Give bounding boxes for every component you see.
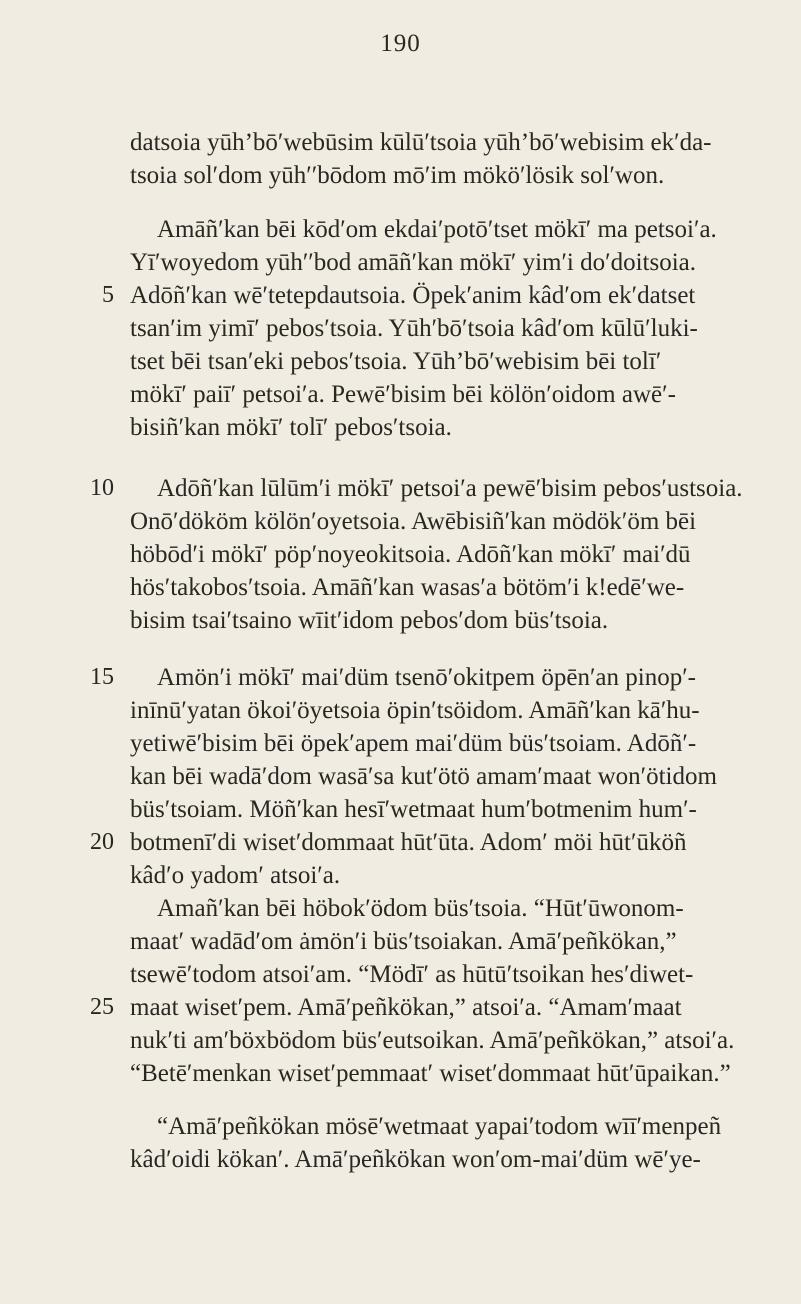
text-line: nuk′ti am′böxbödom büs′eutsoikan. Amā′peñkökan,” atsoi′a. (130, 1027, 735, 1054)
text-line: inīnū′yatan ökoi′öyetsoia öpin′tsöidom. Amāñ′kan kā′hu- (130, 697, 700, 724)
line-number: 25 (90, 994, 114, 1020)
text-line: Yī′woyedom yūh′′bod amāñ′kan mökī′ yim′i do′doitsoia. (130, 249, 697, 276)
line-number: 10 (90, 475, 114, 501)
text-line: höbōd′i mökī′ pöp′noyeokitsoia. Adōñ′kan mökī′ mai′dū (130, 541, 691, 568)
page-number: 190 (380, 30, 421, 57)
text-line: Onō′dököm kölön′oyetsoia. Awēbisiñ′kan mödök′öm bēi (130, 508, 697, 535)
text-line: datsoia yūh’bō′webūsim kūlū′tsoia yūh’bō′webisim ek′da- (130, 129, 712, 156)
text-line: tsoia sol′dom yūh′′bōdom mō′im mökö′lösik sol′won. (130, 162, 665, 189)
text-line: tsewē′todom atsoi′am. “Mödī′ as hūtū′tsoikan hes′diwet- (130, 961, 694, 988)
line-number: 20 (90, 829, 114, 855)
text-line: Adōñ′kan wē′tetepdautsoia. Öpek′anim kâd′om ek′datset (130, 282, 696, 309)
text-line: hös′takobos′tsoia. Amāñ′kan wasas′a bötöm′i k!edē′we- (130, 574, 685, 601)
text-line: “Amā′peñkökan mösē′wetmaat yapai′todom wīī′menpeñ (157, 1113, 722, 1140)
text-line: yetiwē′bisim bēi öpek′apem mai′düm büs′tsoiam. Adōñ′- (130, 730, 697, 757)
text-line: bisim tsai′tsaino wīit′idom pebos′dom büs′tsoia. (130, 607, 609, 634)
text-line: Amañ′kan bēi höbok′ödom büs′tsoia. “Hūt′ūwonom- (157, 895, 684, 922)
text-line: kan bēi wadā′dom wasā′sa kut′ötö amam′maat won′ötidom (130, 763, 717, 790)
text-line: kâd′o yadom′ atsoi′a. (130, 862, 341, 889)
text-line: Amāñ′kan bēi kōd′om ekdai′potō′tset mökī′ ma petsoi′a. (157, 216, 717, 243)
text-line: “Betē′menkan wiset′pemmaat′ wiset′dommaat hūt′ūpaikan.” (130, 1060, 731, 1087)
text-line: maat wiset′pem. Amā′peñkökan,” atsoi′a. “Amam′maat (130, 994, 682, 1021)
line-number: 5 (102, 282, 114, 308)
line-number: 15 (90, 664, 114, 690)
text-line: botmenī′di wiset′dommaat hūt′ūta. Adom′ möi hūt′ūköñ (130, 829, 687, 856)
text-line: Adōñ′kan lūlūm′i mökī′ petsoi′a pewē′bisim pebos′ustsoia. (157, 475, 743, 502)
text-line: tsan′im yimī′ pebos′tsoia. Yūh′bō′tsoia kâd′om kūlū′luki- (130, 315, 698, 342)
text-line: tset bēi tsan′eki pebos′tsoia. Yūh’bō′webisim bēi tolī′ (130, 348, 662, 375)
text-line: bisiñ′kan mökī′ tolī′ pebos′tsoia. (130, 414, 452, 441)
text-line: maat′ wadād′om ȧmön′i büs′tsoiakan. Amā′peñkökan,” (130, 928, 677, 955)
text-line: Amön′i mökī′ mai′düm tsenō′okitpem öpēn′an pinop′- (157, 664, 697, 691)
text-line: kâd′oidi kökan′. Amā′peñkökan won′om-mai′düm wē′ye- (130, 1146, 701, 1173)
text-line: büs′tsoiam. Möñ′kan hesī′wetmaat hum′botmenim hum′- (130, 796, 697, 823)
text-line: mökī′ paiī′ petsoi′a. Pewē′bisim bēi kölön′oidom awē′- (130, 381, 676, 408)
